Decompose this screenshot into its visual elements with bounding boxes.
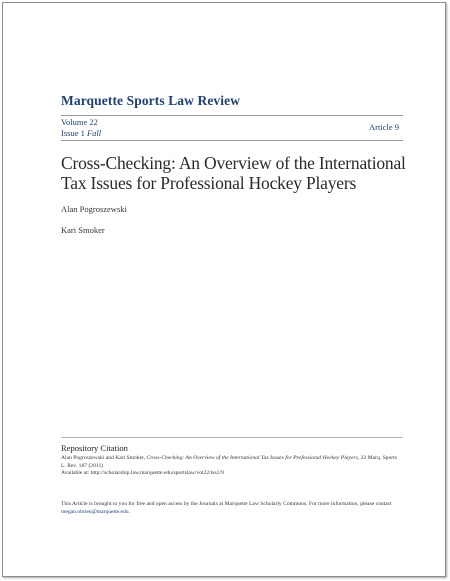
article-title: Cross-Checking: An Overview of the International Tax Issues for Professional Hockey Players <box>61 153 406 193</box>
volume-label[interactable]: Volume 22 <box>61 117 98 127</box>
access-notice: This Article is brought to you for free and open access by the Journals at Marquette Law Scholarly Commons. For more information, please contact megan.obrien@marquette.edu. <box>61 501 392 515</box>
author-name[interactable]: Alan Pogroszewski <box>61 204 127 214</box>
header-divider-top <box>61 115 403 116</box>
document-page <box>2 2 446 577</box>
issue-label[interactable]: Issue 1 Fall <box>61 128 102 138</box>
citation-text: Alan Pogroszewski and Kari Smoker, Cross-Checking: An Overview of the International Tax Issues for Professional Hockey Players, 22 Marq. Sports L. Rev. 187 (2011) Available at: http://scholarship.law.marquette.edu/sportslaw/vol22/iss1/9 <box>61 455 397 477</box>
volume-issue <box>61 117 101 139</box>
citation-divider <box>61 437 403 438</box>
header-divider-bottom <box>61 140 403 141</box>
contact-email-link[interactable]: megan.obrien@marquette.edu <box>61 509 129 515</box>
article-label[interactable]: Article 9 <box>369 122 399 132</box>
author-name[interactable]: Kari Smoker <box>61 225 105 235</box>
citation-heading: Repository Citation <box>61 443 128 453</box>
journal-name[interactable]: Marquette Sports Law Review <box>61 93 241 108</box>
citation-url[interactable]: Available at: http://scholarship.law.marquette.edu/sportslaw/vol22/iss1/9 <box>61 470 224 477</box>
